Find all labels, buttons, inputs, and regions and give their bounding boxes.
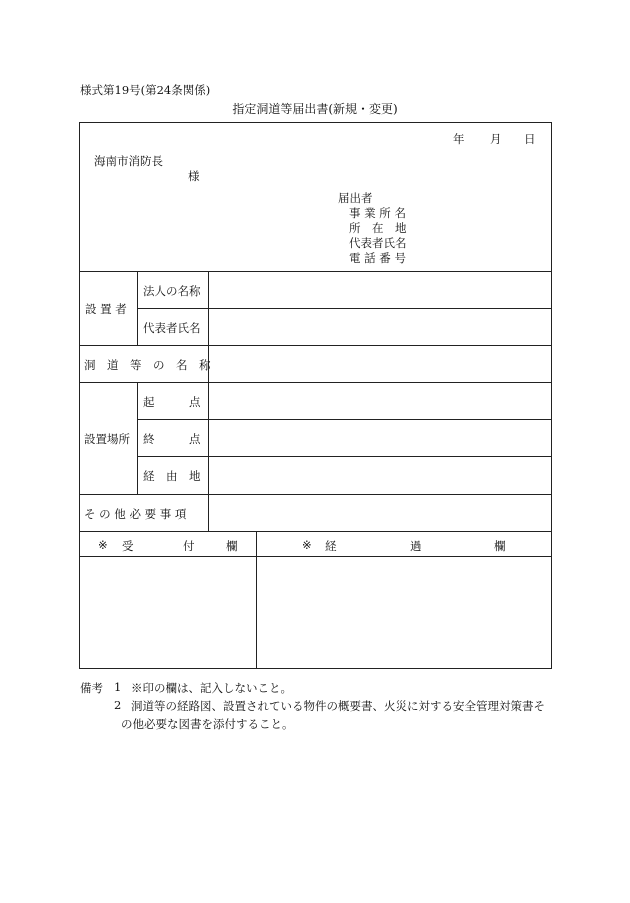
progress-mark: ※ — [302, 538, 312, 552]
reception-char-2: 付 — [183, 539, 195, 553]
progress-char-2: 過 — [410, 539, 422, 553]
start-point-label: 起 点 — [143, 395, 201, 409]
vline-location — [137, 382, 138, 494]
divider-location-row-2 — [137, 456, 552, 457]
note-2-text: 洞道等の経路図、設置されている物件の概要書、火災に対する安全管理対策書そ — [131, 699, 545, 713]
progress-char-3: 欄 — [494, 539, 506, 553]
divider-installer-rows — [137, 308, 552, 309]
installer-label: 設 置 者 — [85, 302, 127, 316]
divider-location-row-1 — [137, 419, 552, 420]
notifier-representative: 代表者氏名 — [349, 236, 407, 250]
divider-top-section — [79, 271, 552, 272]
reception-mark: ※ — [98, 538, 108, 552]
note-2-continuation: の他必要な図書を添付すること。 — [121, 717, 294, 731]
note-2-number: 2 — [114, 698, 122, 712]
date-year: 年 — [453, 132, 465, 146]
divider-tunnel-name-bottom — [79, 382, 552, 383]
divider-reception-header — [79, 556, 552, 557]
divider-installer-bottom — [79, 345, 552, 346]
notifier-business-name: 事 業 所 名 — [349, 206, 406, 220]
notifier-label: 届出者 — [338, 191, 373, 205]
notifier-address: 所 在 地 — [349, 221, 407, 235]
corporation-name-label: 法人の名称 — [143, 284, 201, 298]
end-point-label: 終 点 — [143, 432, 201, 446]
date-month: 月 — [490, 132, 502, 146]
vline-label-column — [208, 271, 209, 531]
honorific: 様 — [188, 169, 200, 183]
divider-location-bottom — [79, 494, 552, 495]
via-point-label: 経 由 地 — [143, 469, 201, 483]
progress-char-1: 経 — [325, 539, 337, 553]
notifier-phone: 電 話 番 号 — [349, 251, 406, 265]
other-required-label: そ の 他 必 要 事 項 — [84, 507, 187, 521]
reception-char-3: 欄 — [226, 539, 238, 553]
vline-reception-progress — [256, 531, 257, 669]
notes-label: 備考 — [80, 681, 103, 695]
addressee: 海南市消防長 — [94, 154, 163, 168]
location-label: 設置場所 — [84, 432, 130, 446]
note-1-text: ※印の欄は、記入しないこと。 — [131, 681, 292, 695]
document-title: 指定洞道等届出書(新規・変更) — [232, 102, 398, 116]
divider-other-bottom — [79, 531, 552, 532]
reception-char-1: 受 — [122, 539, 134, 553]
tunnel-name-label: 洞 道 等 の 名 称 — [84, 358, 211, 372]
date-day: 日 — [524, 132, 536, 146]
note-1-number: 1 — [114, 680, 122, 694]
vline-installer — [137, 271, 138, 345]
form-number: 様式第19号(第24条関係) — [80, 83, 211, 97]
representative-name-label: 代表者氏名 — [143, 321, 201, 335]
